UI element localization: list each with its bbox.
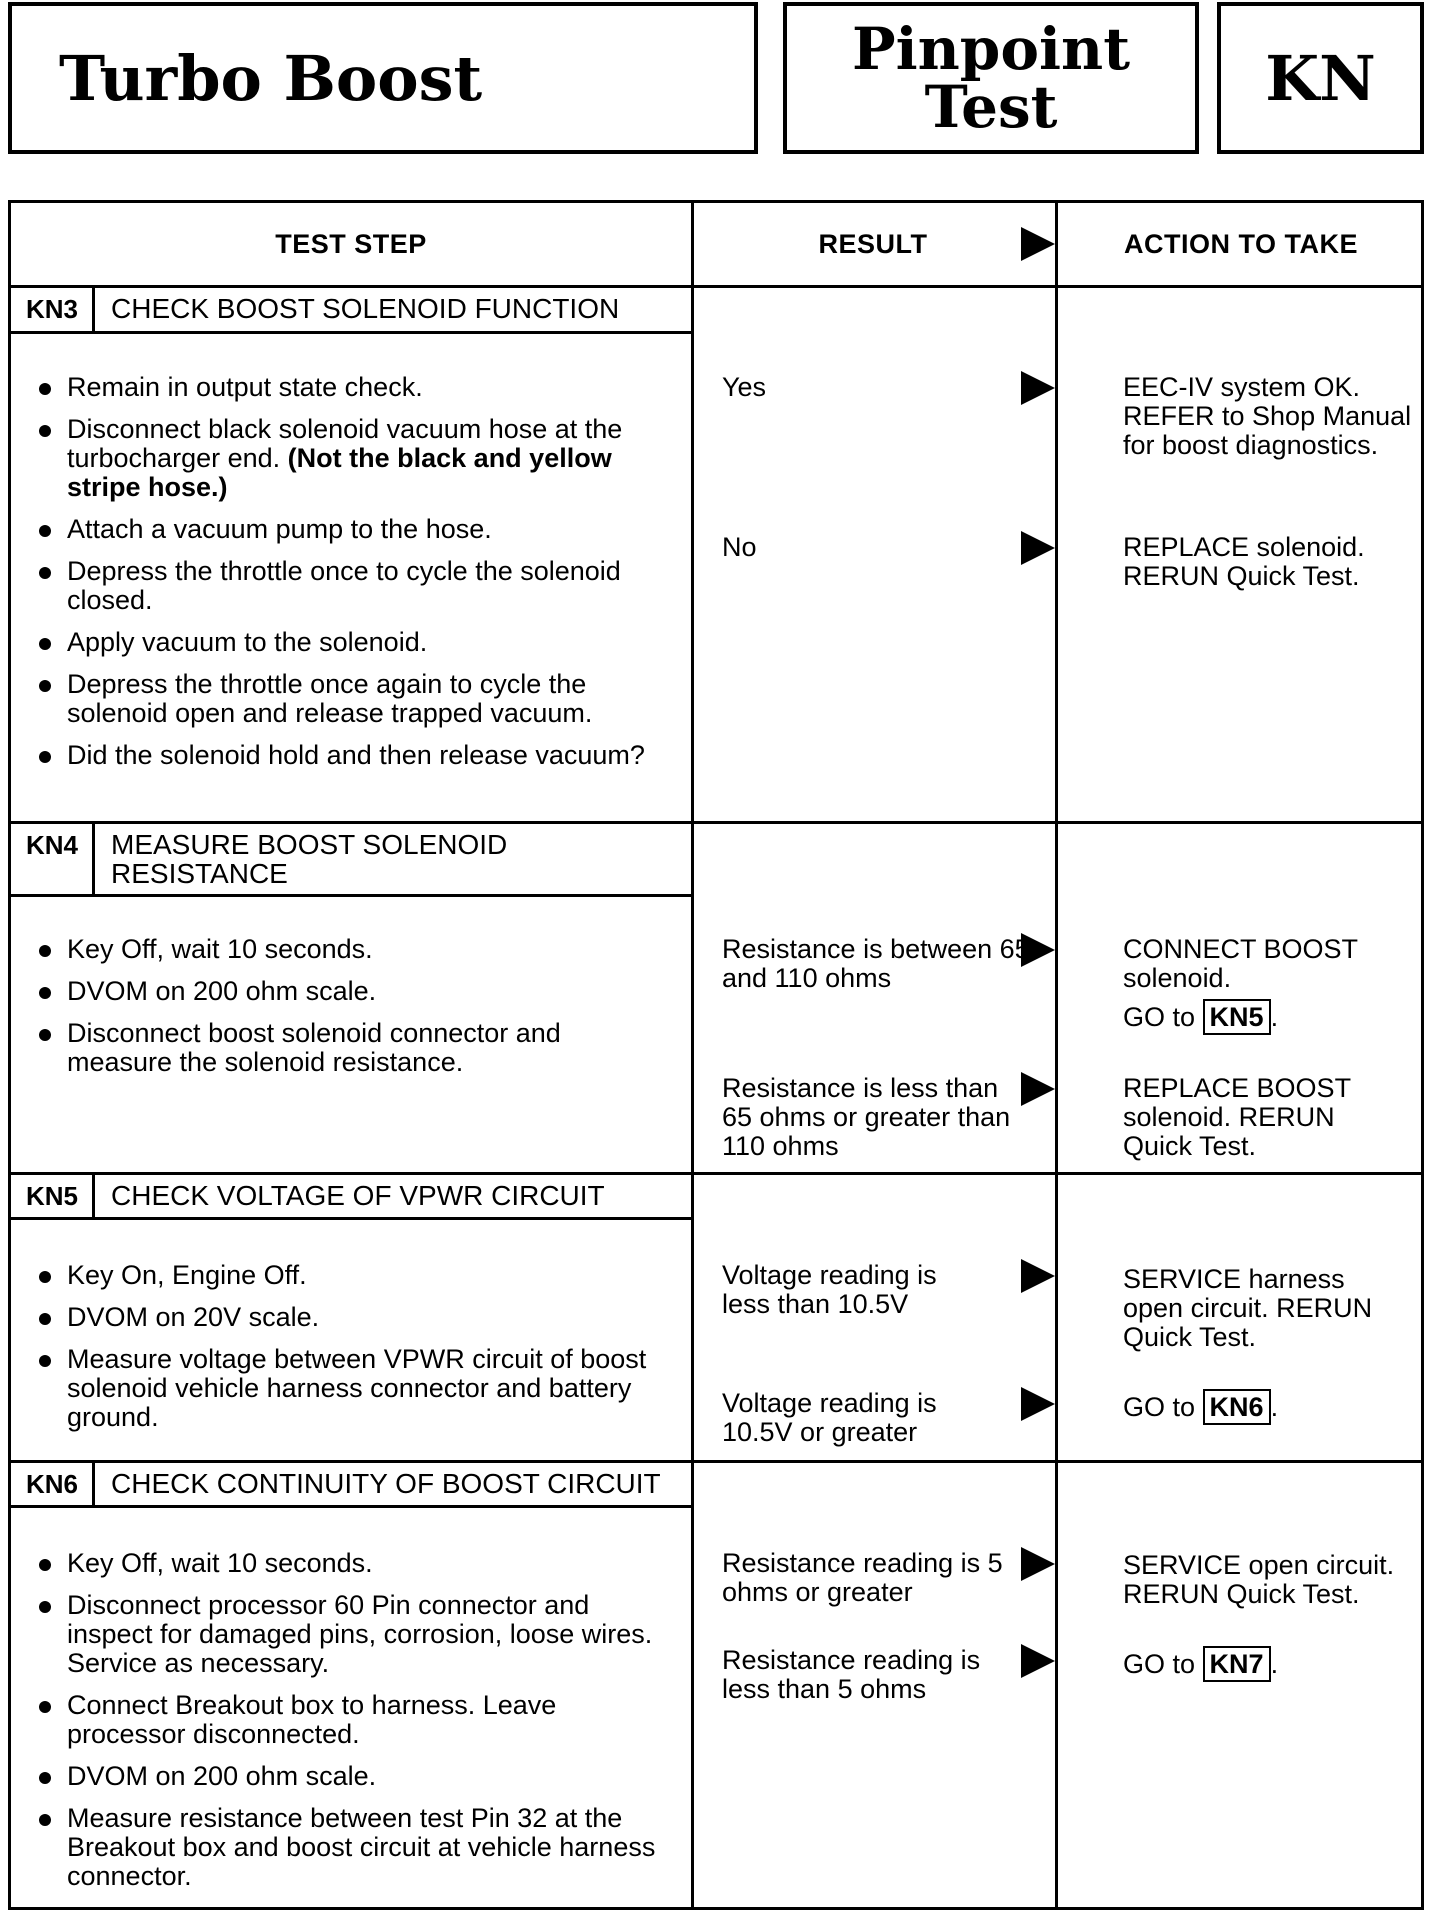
test-type-line2: Test: [924, 73, 1058, 141]
step-header-kn5: [11, 1175, 691, 1220]
header-action: ACTION TO TAKE: [1124, 228, 1358, 259]
goto-ref-kn7[interactable]: KN7: [1203, 1646, 1271, 1682]
step-title: CHECK VOLTAGE OF VPWR CIRCUIT: [111, 1180, 605, 1211]
result-arrow-icon: [1021, 1547, 1055, 1581]
list-item: Measure resistance between test Pin 32 at the Breakout box and boost circuit at vehicle harness connector.: [37, 1804, 667, 1891]
list-item: [37, 415, 667, 502]
list-item: Key Off, wait 10 seconds.: [37, 1549, 667, 1578]
result-arrow-icon: [1021, 1387, 1055, 1421]
result-text: Voltage reading is 10.5V or greater: [722, 1388, 937, 1447]
action-text: REPLACE solenoid. RERUN Quick Test.: [1123, 532, 1365, 591]
column-divider: [1055, 203, 1058, 1907]
list-item: Apply vacuum to the solenoid.: [37, 628, 667, 657]
goto-line: [1123, 993, 1413, 1035]
goto-prefix: GO to: [1123, 1002, 1196, 1032]
step-code: KN5: [11, 1175, 95, 1217]
list-item: Connect Breakout box to harness. Leave processor disconnected.: [37, 1691, 667, 1749]
list-item-text: Disconnect black solenoid vacuum hose at the turbocharger end.: [67, 414, 623, 473]
header-test-step: TEST STEP: [275, 228, 427, 259]
goto-prefix: GO to: [1123, 1649, 1196, 1679]
step-kn6-instructions: [37, 1549, 667, 1904]
step-title: CHECK CONTINUITY OF BOOST CIRCUIT: [111, 1468, 661, 1499]
result-text: Resistance reading is 5 ohms or greater: [722, 1548, 1003, 1607]
step-header-kn4: [11, 824, 691, 897]
result-arrow-icon: [1021, 1072, 1055, 1106]
result-arrow-icon: [1021, 1259, 1055, 1293]
action-text: EEC-IV system OK. REFER to Shop Manual for boost diagnostics.: [1123, 372, 1412, 460]
list-item: Depress the throttle once again to cycle the solenoid open and release trapped vacuum.: [37, 670, 667, 728]
test-code-box: [1217, 2, 1424, 154]
action-text: REPLACE BOOST solenoid. RERUN Quick Test.: [1123, 1073, 1351, 1161]
list-item: Disconnect boost solenoid connector and measure the solenoid resistance.: [37, 1019, 667, 1077]
test-code: KN: [1265, 41, 1376, 115]
test-type-box: [783, 2, 1199, 154]
step-header-kn3: [11, 288, 691, 334]
action-text: SERVICE harness open circuit. RERUN Quick Test.: [1123, 1264, 1373, 1352]
result-arrow-icon: [1021, 371, 1055, 405]
list-item: DVOM on 200 ohm scale.: [37, 1762, 667, 1791]
column-divider: [691, 203, 694, 1907]
result-text: Resistance is less than 65 ohms or greater than 110 ohms: [722, 1073, 1011, 1161]
list-item: Disconnect processor 60 Pin connector and inspect for damaged pins, corrosion, loose wires. Service as necessary.: [37, 1591, 667, 1678]
goto-suffix: .: [1270, 1649, 1279, 1679]
goto-suffix: .: [1270, 1392, 1279, 1422]
goto-line: [1123, 1640, 1413, 1682]
result-text: Voltage reading is less than 10.5V: [722, 1260, 937, 1319]
goto-ref-kn6[interactable]: KN6: [1203, 1389, 1271, 1425]
result-arrow-icon: [1021, 1644, 1055, 1678]
list-item-emphasis: (Not the black and yellow stripe hose.): [67, 443, 612, 502]
list-item: Did the solenoid hold and then release vacuum?: [37, 741, 667, 770]
result-text: Resistance reading is less than 5 ohms: [722, 1645, 981, 1704]
result-text: Resistance is between 65 and 110 ohms: [722, 934, 1030, 993]
step-code: KN6: [11, 1463, 95, 1505]
goto-ref-kn5[interactable]: KN5: [1203, 999, 1271, 1035]
step-code: KN3: [11, 288, 95, 331]
result-text: Yes: [722, 372, 767, 402]
list-item: Attach a vacuum pump to the hose.: [37, 515, 667, 544]
result-text: No: [722, 532, 757, 562]
header-result: RESULT: [818, 228, 928, 259]
step-code: KN4: [11, 824, 95, 894]
list-item: Key Off, wait 10 seconds.: [37, 935, 667, 964]
list-item: Depress the throttle once to cycle the solenoid closed.: [37, 557, 667, 615]
step-kn4-instructions: [37, 935, 667, 1090]
action-text: CONNECT BOOST solenoid.: [1123, 934, 1358, 993]
pinpoint-table: [8, 200, 1424, 1910]
list-item: Key On, Engine Off.: [37, 1261, 667, 1290]
action-connect: [1123, 935, 1413, 1035]
goto-prefix: GO to: [1123, 1392, 1196, 1422]
page-title: Turbo Boost: [59, 41, 483, 115]
list-item: Remain in output state check.: [37, 373, 667, 402]
goto-line: [1123, 1383, 1413, 1425]
title-box: [8, 2, 758, 154]
result-arrow-icon: [1021, 531, 1055, 565]
list-item: DVOM on 20V scale.: [37, 1303, 667, 1332]
step-kn3-instructions: [37, 373, 667, 783]
step-title: MEASURE BOOST SOLENOID RESISTANCE: [111, 829, 508, 889]
step-kn5-instructions: [37, 1261, 667, 1445]
goto-suffix: .: [1270, 1002, 1279, 1032]
list-item: Measure voltage between VPWR circuit of boost solenoid vehicle harness connector and battery ground.: [37, 1345, 667, 1432]
action-text: SERVICE open circuit. RERUN Quick Test.: [1123, 1550, 1395, 1609]
result-arrow-icon: [1021, 933, 1055, 967]
step-title: CHECK BOOST SOLENOID FUNCTION: [111, 293, 620, 324]
header-arrow-icon: [1021, 227, 1055, 261]
test-type-line1: Pinpoint: [851, 15, 1131, 83]
step-header-kn6: [11, 1463, 691, 1508]
list-item: DVOM on 200 ohm scale.: [37, 977, 667, 1006]
